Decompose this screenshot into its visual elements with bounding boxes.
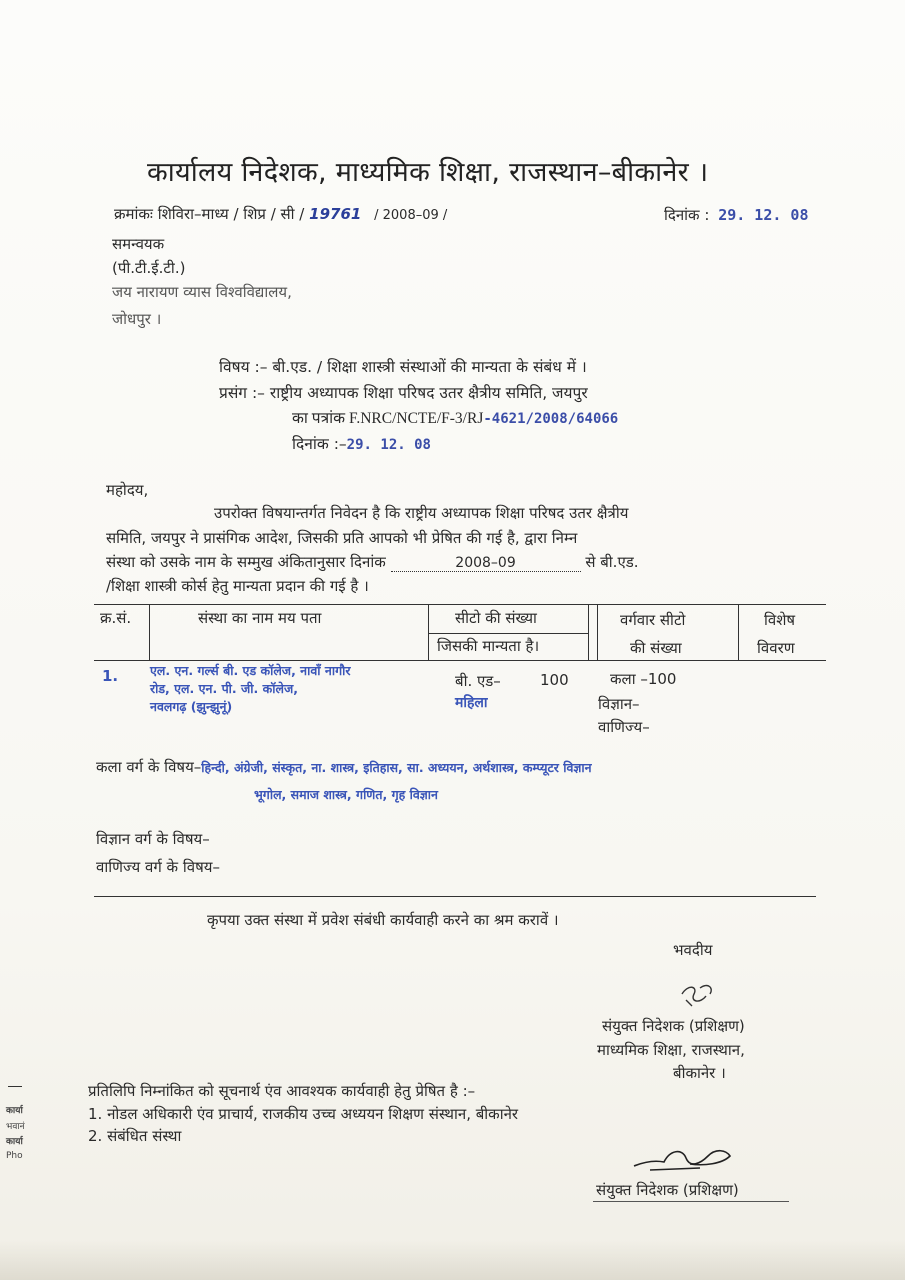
- vanijya-subjects-label: वाणिज्य वर्ग के विषय–: [96, 858, 220, 876]
- office-title: कार्यालय निदेशक, माध्यमिक शिक्षा, राजस्थान–बीकानेर ।: [147, 157, 709, 188]
- subject-dinank-stamp: 29. 12. 08: [346, 437, 431, 453]
- patrank-prefix: का पत्रांक F.NRC/NCTE/F-3/RJ: [292, 410, 484, 427]
- signatory-title: संयुक्त निदेशक (प्रशिक्षण): [602, 1017, 745, 1035]
- vigyan-subjects-label: विज्ञान वर्ग के विषय–: [96, 830, 210, 848]
- th-sn: क्र.सं.: [100, 609, 132, 627]
- ref-number-prefix: क्रमांकः शिविरा–माध्य / शिप्र / सी /: [114, 205, 305, 223]
- row-name-3: नवलगढ़ (झुन्झुनूं): [150, 699, 233, 714]
- addressee-line-1: समन्वयक: [112, 235, 165, 253]
- table-col-divider: [738, 604, 739, 660]
- table-col-divider: [588, 604, 589, 660]
- th-seats-2: जिसकी मान्यता है।: [437, 637, 540, 655]
- th-cat-1: वर्गवार सीटो: [620, 611, 686, 629]
- margin-text-c: कार्या: [6, 1137, 23, 1147]
- kala-subjects-list-1: हिन्दी, अंग्रेजी, संस्कृत, ना. शास्त्र, इतिहास, सा. अध्ययन, अर्थशास्त्र, कम्प्यूटर विज्ञान: [201, 760, 592, 775]
- ref-number-line: [114, 204, 447, 224]
- th-cat-2: की संख्या: [630, 639, 682, 657]
- subject-dinank-label: दिनांक :–: [292, 435, 347, 453]
- row-seats-value: 100: [540, 671, 569, 689]
- subject-dinank: [292, 432, 431, 454]
- th-seats-1: सीटो की संख्या: [455, 609, 537, 627]
- subject-vishay: विषय :– बी.एड. / शिक्षा शास्त्री संस्थाओं की मान्यता के संबंध में ।: [219, 358, 587, 376]
- row-vanijya: वाणिज्य–: [598, 718, 650, 736]
- body-line-1: उपरोक्त विषयान्तर्गत निवेदन है कि राष्ट्रीय अध्यापक शिक्षा परिषद उतर क्षैत्रीय: [214, 504, 629, 522]
- row-name-1: एल. एन. गर्ल्स बी. एड कॉलेज, नावाँ नागौर: [150, 663, 351, 678]
- signatory-dept: माध्यमिक शिक्षा, राजस्थान,: [597, 1041, 745, 1059]
- kala-subjects-label: कला वर्ग के विषय–: [96, 758, 202, 776]
- th-spec-1: विशेष: [764, 611, 796, 629]
- body-line-2: समिति, जयपुर ने प्रासंगिक आदेश, जिसकी प्रति आपको भी प्रेषित की गई है, द्वारा निम्न: [106, 529, 578, 547]
- patrank-handwritten: -4621/2008/64066: [483, 411, 619, 427]
- copy-item-2: 2. संबंधित संस्था: [88, 1127, 182, 1145]
- th-spec-2: विवरण: [757, 639, 795, 657]
- table-col-divider: [597, 604, 598, 660]
- table-header-rule: [94, 660, 826, 661]
- row-vigyan: विज्ञान–: [598, 695, 640, 713]
- closing-request: कृपया उक्त संस्था में प्रवेश संबंधी कार्यवाही करने का श्रम करावें ।: [207, 911, 559, 929]
- margin-text-a: कार्या: [6, 1106, 23, 1116]
- table-col-divider: [149, 604, 150, 660]
- ref-number-suffix: / 2008–09 /: [374, 208, 448, 223]
- body-line-3-prefix: संस्था को उसके नाम के सम्मुख अंकितानुसार दिनांक: [106, 553, 386, 571]
- section-divider: [94, 896, 816, 897]
- addressee-line-4: जोधपुर ।: [112, 310, 162, 328]
- ref-date-label: दिनांक :: [664, 206, 710, 224]
- salutation: महोदय,: [106, 481, 149, 499]
- ref-date: [664, 205, 809, 225]
- body-line-3-date: 2008–09: [391, 555, 581, 572]
- signatory-city: बीकानेर ।: [673, 1064, 726, 1082]
- addressee-line-3: जय नारायण व्यास विश्वविद्यालय,: [112, 283, 292, 301]
- row-kala: कला –100: [610, 670, 677, 688]
- signature-2: [630, 1140, 740, 1176]
- copy-intro: प्रतिलिपि निम्नांकित को सूचनार्थ एंव आवश्यक कार्यवाही हेतु प्रेषित है :–: [88, 1082, 476, 1100]
- subject-prasang: प्रसंग :– राष्ट्रीय अध्यापक शिक्षा परिषद उतर क्षैत्रीय समिति, जयपुर: [219, 384, 588, 402]
- table-seats-underline: [428, 633, 588, 634]
- copy-signatory-title: संयुक्त निदेशक (प्रशिक्षण): [596, 1181, 739, 1199]
- addressee-line-2: (पी.टी.ई.टी.): [112, 259, 186, 277]
- subject-patrank: [292, 406, 618, 428]
- margin-text-d: Pho: [6, 1151, 23, 1161]
- row-name-2: रोड, एल. एन. पी. जी. कॉलेज,: [150, 681, 298, 696]
- table-col-divider: [428, 604, 429, 660]
- body-line-3: [106, 552, 639, 572]
- copy-item-1: 1. नोडल अधिकारी एंव प्राचार्य, राजकीय उच्च अध्ययन शिक्षण संस्थान, बीकानेर: [88, 1105, 519, 1123]
- margin-dash: [8, 1086, 22, 1087]
- ref-date-stamp: 29. 12. 08: [718, 206, 809, 224]
- margin-text-b: भवानं: [6, 1122, 25, 1132]
- row-seats-label: बी. एड–: [455, 672, 501, 690]
- closing-bhavdiya: भवदीय: [673, 941, 713, 959]
- row-seats-note: महिला: [455, 695, 488, 711]
- body-line-4: /शिक्षा शास्त्री कोर्स हेतु मान्यता प्रदान की गई है ।: [106, 577, 369, 595]
- th-name: संस्था का नाम मय पता: [198, 609, 322, 627]
- page-bottom-shade: [0, 1240, 905, 1280]
- kala-subjects-line: [96, 757, 592, 777]
- body-line-3-suffix: से बी.एड.: [585, 553, 639, 571]
- signature-1: [676, 980, 726, 1010]
- kala-subjects-list-2: भूगोल, समाज शास्त्र, गणित, गृह विज्ञान: [254, 787, 438, 802]
- copy-signature-rule: [593, 1201, 789, 1202]
- table-top-rule: [94, 604, 826, 605]
- ref-number-handwritten: 19761: [309, 205, 362, 223]
- row-sn: 1.: [102, 667, 119, 685]
